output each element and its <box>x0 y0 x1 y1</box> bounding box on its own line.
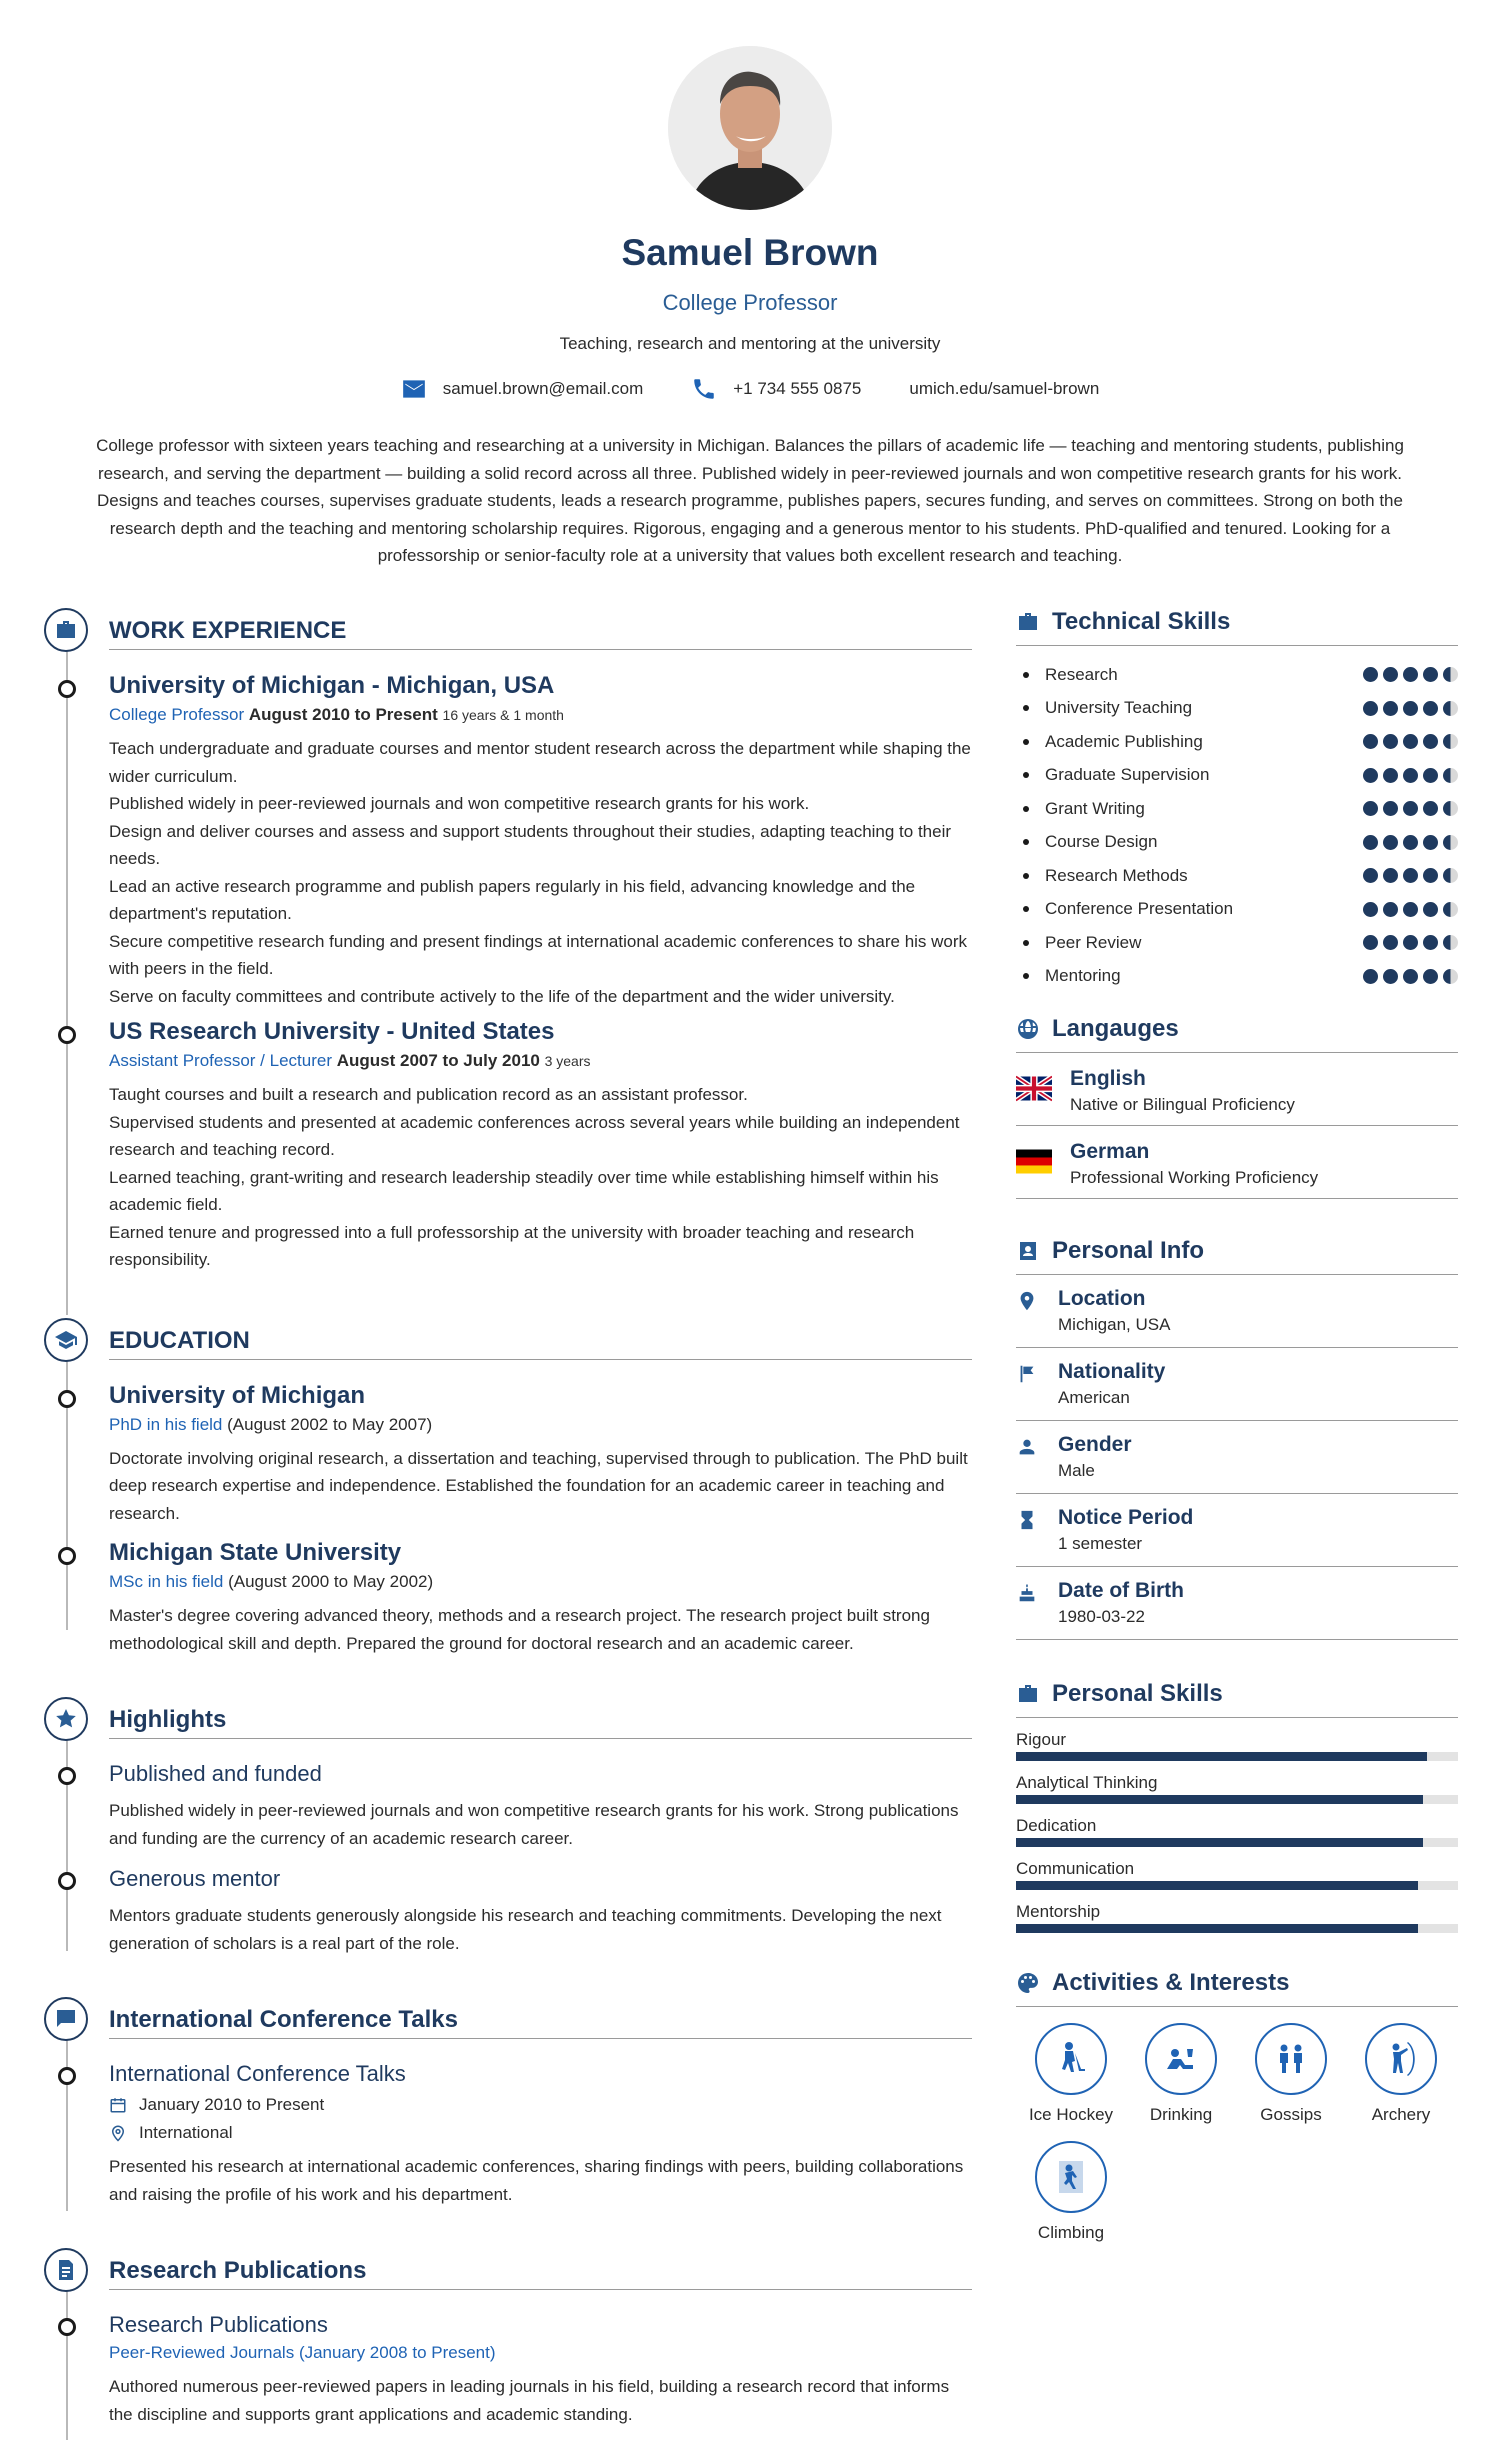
skill-name: Conference Presentation <box>1016 899 1233 919</box>
info-location <box>1016 1275 1458 1348</box>
section-title <box>1016 1015 1458 1053</box>
phone-text: +1 734 555 0875 <box>733 379 862 398</box>
highlight-description: Mentors graduate students generously alongside his research and teaching commitments. Developing the next generation of scholars is a real part of the role. <box>109 1906 942 1953</box>
degree: PhD in his field <box>109 1414 223 1434</box>
rating-dot <box>1423 835 1438 850</box>
technical-skill-item <box>1016 792 1458 826</box>
section-title <box>1016 1680 1458 1718</box>
timeline-dot <box>58 1547 76 1565</box>
info-gender <box>1016 1421 1458 1494</box>
person-icon <box>1016 1436 1038 1458</box>
info-label: Gender <box>1058 1433 1132 1456</box>
rating-dot <box>1383 768 1398 783</box>
rating-dot <box>1443 768 1458 783</box>
email-icon <box>401 376 427 402</box>
personal-skill-item <box>1016 1730 1458 1761</box>
phone-contact[interactable] <box>691 376 861 402</box>
technical-skills-section <box>1016 608 1458 993</box>
rating-dot <box>1443 935 1458 950</box>
sidebar-column <box>1016 608 1458 2259</box>
skill-rating <box>1363 835 1458 850</box>
info-value: American <box>1058 1388 1130 1407</box>
skill-rating <box>1363 868 1458 883</box>
skill-rating <box>1363 701 1458 716</box>
section-title-text: Personal Info <box>1052 1237 1205 1264</box>
rating-dot <box>1383 667 1398 682</box>
timeline-dot <box>58 1390 76 1408</box>
skill-name: Course Design <box>1016 832 1157 852</box>
section-title: Highlights <box>109 1697 972 1739</box>
talk-dates-row <box>109 2095 972 2115</box>
rating-dot <box>1403 969 1418 984</box>
skill-rating <box>1363 935 1458 950</box>
rating-dot <box>1443 667 1458 682</box>
rating-dot <box>1363 835 1378 850</box>
publication-meta <box>109 2343 972 2363</box>
calendar-icon <box>109 2096 127 2114</box>
hourglass-icon <box>1016 1509 1038 1531</box>
skill-bar-fill <box>1016 1795 1423 1804</box>
rating-dot <box>1363 801 1378 816</box>
skill-rating <box>1363 969 1458 984</box>
education-description: Doctorate involving original research, a dissertation and teaching, supervised through to publication. The PhD built deep research expertise and independence. Established the foundation for an academic career in teaching and research. <box>109 1448 968 1523</box>
talk-location: International <box>139 2123 233 2142</box>
languages-section <box>1016 1015 1458 1199</box>
skill-name: Mentorship <box>1016 1902 1101 1921</box>
cake-icon <box>1016 1582 1038 1604</box>
job-title: College Professor <box>662 290 838 315</box>
work-experience-section <box>44 608 972 1274</box>
rating-dot <box>1423 935 1438 950</box>
rating-dot <box>1363 935 1378 950</box>
technical-skill-item <box>1016 725 1458 759</box>
rating-dot <box>1383 835 1398 850</box>
skill-rating <box>1363 902 1458 917</box>
skill-name: Analytical Thinking <box>1016 1773 1158 1792</box>
job-duration: 16 years & 1 month <box>442 707 564 723</box>
technical-skill-item <box>1016 692 1458 726</box>
talk-dates: January 2010 to Present <box>139 2095 325 2114</box>
rating-dot <box>1383 801 1398 816</box>
timeline-dot <box>58 2318 76 2336</box>
info-value: 1 semester <box>1058 1534 1143 1553</box>
info-value: Male <box>1058 1461 1095 1480</box>
education-description: Master's degree covering advanced theory, methods and a research project. The research project built strong methodological skill and depth. Prepared the ground for doctoral research and an academic career. <box>109 1606 930 1653</box>
timeline-dot <box>58 2067 76 2085</box>
section-title <box>1016 1237 1458 1275</box>
language-name: English <box>1070 1067 1146 1090</box>
rating-dot <box>1423 667 1438 682</box>
section-title-text: Technical Skills <box>1052 608 1231 635</box>
language-item <box>1016 1053 1458 1126</box>
rating-dot <box>1403 701 1418 716</box>
education-dates: (August 2002 to May 2007) <box>227 1414 433 1434</box>
activity-label: Gossips <box>1260 2105 1322 2124</box>
education-entry <box>109 1539 972 1657</box>
rating-dot <box>1363 734 1378 749</box>
technical-skill-item <box>1016 859 1458 893</box>
candidate-name: Samuel Brown <box>621 232 879 273</box>
rating-dot <box>1363 969 1378 984</box>
profile-photo <box>668 46 832 210</box>
phone-icon <box>691 376 717 402</box>
personal-skill-item <box>1016 1902 1458 1933</box>
activity-label: Drinking <box>1149 2105 1213 2124</box>
ice-hockey-icon <box>1051 2039 1091 2079</box>
section-title: International Conference Talks <box>109 1997 972 2039</box>
activities-section <box>1016 1969 1458 2259</box>
rating-dot <box>1383 902 1398 917</box>
star-badge-icon <box>44 1697 88 1741</box>
id-badge-icon <box>1016 1239 1040 1263</box>
job-position: Assistant Professor / Lecturer <box>109 1051 332 1070</box>
skill-bar <box>1016 1881 1458 1890</box>
rating-dot <box>1363 701 1378 716</box>
briefcase-icon <box>1016 1682 1040 1706</box>
activity-archery <box>1346 2023 1456 2125</box>
technical-skills-list <box>1016 658 1458 993</box>
rating-dot <box>1383 734 1398 749</box>
briefcase-icon <box>1016 610 1040 634</box>
rating-dot <box>1443 801 1458 816</box>
rating-dot <box>1443 969 1458 984</box>
skill-bar <box>1016 1838 1458 1847</box>
rating-dot <box>1443 835 1458 850</box>
job-entry <box>109 672 972 1010</box>
technical-skill-item <box>1016 960 1458 994</box>
email-text: samuel.brown@email.com <box>442 379 644 398</box>
degree: MSc in his field <box>109 1572 224 1591</box>
info-label: Date of Birth <box>1058 1579 1184 1602</box>
skill-bar <box>1016 1752 1458 1761</box>
skill-bar <box>1016 1795 1458 1804</box>
skill-name: Mentoring <box>1016 966 1121 986</box>
rating-dot <box>1443 734 1458 749</box>
info-date-of-birth <box>1016 1567 1458 1640</box>
skill-bar-fill <box>1016 1881 1418 1890</box>
skill-bar-fill <box>1016 1752 1427 1761</box>
rating-dot <box>1403 768 1418 783</box>
highlight-entry <box>109 1866 972 1957</box>
job-meta <box>109 1051 972 1071</box>
activity-ice-hockey <box>1016 2023 1126 2125</box>
language-level: Professional Working Proficiency <box>1070 1168 1319 1187</box>
timeline-dot <box>58 1767 76 1785</box>
job-dates: August 2010 to Present <box>248 705 438 724</box>
tagline: Teaching, research and mentoring at the university <box>559 334 941 353</box>
website-contact[interactable] <box>909 379 1099 399</box>
document-icon <box>44 2248 88 2292</box>
rating-dot <box>1403 935 1418 950</box>
technical-skill-item <box>1016 926 1458 960</box>
location-pin-icon <box>109 2124 127 2142</box>
timeline-line <box>66 650 68 1315</box>
job-duration: 3 years <box>544 1053 591 1069</box>
location-pin-icon <box>1016 1290 1038 1312</box>
skill-name: Graduate Supervision <box>1016 765 1209 785</box>
personal-skills-section <box>1016 1680 1458 1933</box>
personal-skills-list <box>1016 1730 1458 1933</box>
technical-skill-item <box>1016 826 1458 860</box>
education-meta <box>109 1415 972 1435</box>
rating-dot <box>1443 902 1458 917</box>
highlight-description: Published widely in peer-reviewed journals and won competitive research grants for his work. Strong publications and funding are the currency of an academic research career. <box>109 1801 959 1848</box>
timeline-dot <box>58 1026 76 1044</box>
flag-icon <box>1016 1363 1038 1385</box>
rating-dot <box>1423 801 1438 816</box>
publication-entry <box>109 2312 972 2428</box>
skill-name: Rigour <box>1016 1730 1067 1749</box>
briefcase-icon <box>44 608 88 652</box>
rating-dot <box>1423 734 1438 749</box>
skill-name: Research <box>1016 665 1118 685</box>
rating-dot <box>1383 701 1398 716</box>
section-title-text: Activities & Interests <box>1052 1969 1290 1996</box>
main-column <box>44 608 972 2428</box>
rating-dot <box>1363 768 1378 783</box>
personal-skill-item <box>1016 1859 1458 1890</box>
contact-bar <box>0 376 1500 402</box>
skill-name: University Teaching <box>1016 698 1192 718</box>
gossips-icon <box>1271 2039 1311 2079</box>
rating-dot <box>1423 969 1438 984</box>
language-name: German <box>1070 1140 1150 1163</box>
graduation-cap-icon <box>44 1318 88 1362</box>
skill-bar <box>1016 1924 1458 1933</box>
skill-rating <box>1363 667 1458 682</box>
activity-label: Ice Hockey <box>1028 2105 1114 2124</box>
info-notice-period <box>1016 1494 1458 1567</box>
publications-section <box>44 2248 972 2428</box>
job-meta <box>109 705 972 725</box>
publication-subtitle: Peer-Reviewed Journals <box>109 2343 295 2362</box>
highlight-entry <box>109 1761 972 1852</box>
rating-dot <box>1403 835 1418 850</box>
info-nationality <box>1016 1348 1458 1421</box>
activity-climbing <box>1016 2141 1126 2243</box>
palette-icon <box>1016 1971 1040 1995</box>
profile-summary: College professor with sixteen years teaching and researching at a university in Michigan. Balances the pillars of academic life — teaching and mentoring students, publishing research, and serving the department — building a solid record across all three. Published widely in peer-reviewed journals and won competitive research grants for his work. Designs and teaches courses, supervises graduate students, leads a research programme, publishes papers, secures funding, and serves on committees. Strong on both the research depth and the teaching and mentoring scholarship requires. Rigorous, engaging and a generous mentor to his students. PhD-qualified and tenured. Looking for a professorship or senior-faculty role at a university that values both excellent research and teaching. <box>96 436 1404 565</box>
germany-flag-icon <box>1016 1148 1052 1175</box>
chat-icon <box>44 1997 88 2041</box>
highlights-section <box>44 1697 972 1957</box>
climbing-icon <box>1051 2157 1091 2197</box>
skill-rating <box>1363 801 1458 816</box>
rating-dot <box>1383 868 1398 883</box>
timeline-dot <box>58 680 76 698</box>
job-position: College Professor <box>109 705 245 724</box>
education-meta <box>109 1572 972 1592</box>
publication-description: Authored numerous peer-reviewed papers in leading journals in his field, building a research record that informs the discipline and supports grant applications and academic standing. <box>109 2377 950 2424</box>
publication-title: Research Publications <box>109 2312 328 2337</box>
job-dates: August 2007 to July 2010 <box>336 1051 540 1070</box>
rating-dot <box>1423 768 1438 783</box>
info-label: Nationality <box>1058 1360 1166 1383</box>
highlight-title: Published and funded <box>109 1761 322 1786</box>
website-text: umich.edu/samuel-brown <box>909 379 1100 398</box>
rating-dot <box>1403 868 1418 883</box>
technical-skill-item <box>1016 759 1458 793</box>
section-title: EDUCATION <box>109 1318 972 1360</box>
personal-skill-item <box>1016 1773 1458 1804</box>
talk-location-row <box>109 2123 972 2143</box>
activity-drinking <box>1126 2023 1236 2125</box>
info-label: Location <box>1058 1287 1146 1310</box>
rating-dot <box>1403 734 1418 749</box>
personal-info-section <box>1016 1237 1458 1640</box>
skill-name: Grant Writing <box>1016 799 1145 819</box>
skill-name: Peer Review <box>1016 933 1141 953</box>
personal-skill-item <box>1016 1816 1458 1847</box>
archery-icon <box>1381 2039 1421 2079</box>
section-title: Research Publications <box>109 2248 972 2290</box>
rating-dot <box>1403 902 1418 917</box>
skill-bar-fill <box>1016 1838 1423 1847</box>
timeline-line <box>66 2039 68 2211</box>
section-title: WORK EXPERIENCE <box>109 608 972 650</box>
activity-label: Archery <box>1371 2105 1431 2124</box>
rating-dot <box>1363 902 1378 917</box>
education-dates: (August 2000 to May 2002) <box>228 1572 434 1591</box>
conference-talks-section <box>44 1997 972 2208</box>
uk-flag-icon <box>1016 1075 1052 1102</box>
skill-name: Dedication <box>1016 1816 1097 1835</box>
section-title-text: Langauges <box>1052 1015 1179 1042</box>
rating-dot <box>1363 667 1378 682</box>
skill-rating <box>1363 734 1458 749</box>
activity-label: Climbing <box>1037 2223 1105 2242</box>
publication-dates: (January 2008 to Present) <box>298 2343 496 2362</box>
rating-dot <box>1363 868 1378 883</box>
info-value: 1980-03-22 <box>1058 1607 1145 1626</box>
rating-dot <box>1383 935 1398 950</box>
rating-dot <box>1423 701 1438 716</box>
resume-header <box>0 0 1500 570</box>
job-description: Teach undergraduate and graduate courses and mentor student research across the department while shaping the wider curriculum. Published widely in peer-reviewed journals and won competitive research grants for his work. Design and deliver courses and assess and support students throughout their studies, adapting teaching to their needs. Lead an active research programme and publish papers regularly in his field, advancing knowledge and the department's reputation. Secure competitive research funding and present findings at international academic conferences to share his work with peers in the field. Serve on faculty committees and contribute actively to the life of the department and the wider university. <box>109 739 971 1006</box>
highlight-title: Generous mentor <box>109 1866 281 1891</box>
talk-entry <box>109 2061 972 2208</box>
rating-dot <box>1443 868 1458 883</box>
job-company: University of Michigan - Michigan, USA <box>109 672 555 699</box>
talk-title: International Conference Talks <box>109 2061 406 2086</box>
globe-icon <box>1016 1017 1040 1041</box>
info-label: Notice Period <box>1058 1506 1194 1529</box>
skill-bar-fill <box>1016 1924 1418 1933</box>
job-entry <box>109 1018 972 1274</box>
rating-dot <box>1423 902 1438 917</box>
activities-grid <box>1016 2023 1458 2259</box>
technical-skill-item <box>1016 893 1458 927</box>
skill-rating <box>1363 768 1458 783</box>
talk-description: Presented his research at international academic conferences, sharing findings with peers, building collaborations and raising the profile of his work and his department. <box>109 2157 964 2204</box>
education-entry <box>109 1382 972 1528</box>
skill-name: Communication <box>1016 1859 1135 1878</box>
language-item <box>1016 1126 1458 1199</box>
activity-gossips <box>1236 2023 1346 2125</box>
timeline-line <box>66 2290 68 2440</box>
skill-name: Academic Publishing <box>1016 732 1203 752</box>
job-description: Taught courses and built a research and publication record as an assistant professor. Supervised students and presented at academic conferences across several years while building an independent research and teaching record. Learned teaching, grant-writing and research leadership steadily over time while establishing himself within his academic field. Earned tenure and progressed into a full professorship at the university with broader teaching and research responsibility. <box>109 1085 960 1269</box>
timeline-dot <box>58 1872 76 1890</box>
info-value: Michigan, USA <box>1058 1315 1171 1334</box>
education-section <box>44 1318 972 1658</box>
job-company: US Research University - United States <box>109 1018 555 1045</box>
school-name: Michigan State University <box>109 1539 402 1566</box>
email-contact[interactable] <box>401 376 644 402</box>
section-title-text: Personal Skills <box>1052 1680 1223 1707</box>
school-name: University of Michigan <box>109 1381 366 1409</box>
skill-name: Research Methods <box>1016 866 1188 886</box>
rating-dot <box>1443 701 1458 716</box>
technical-skill-item <box>1016 658 1458 692</box>
rating-dot <box>1423 868 1438 883</box>
drinking-icon <box>1161 2039 1201 2079</box>
rating-dot <box>1403 801 1418 816</box>
rating-dot <box>1383 969 1398 984</box>
section-title <box>1016 1969 1458 2007</box>
language-level: Native or Bilingual Proficiency <box>1070 1095 1295 1114</box>
rating-dot <box>1403 667 1418 682</box>
section-title <box>1016 608 1458 646</box>
